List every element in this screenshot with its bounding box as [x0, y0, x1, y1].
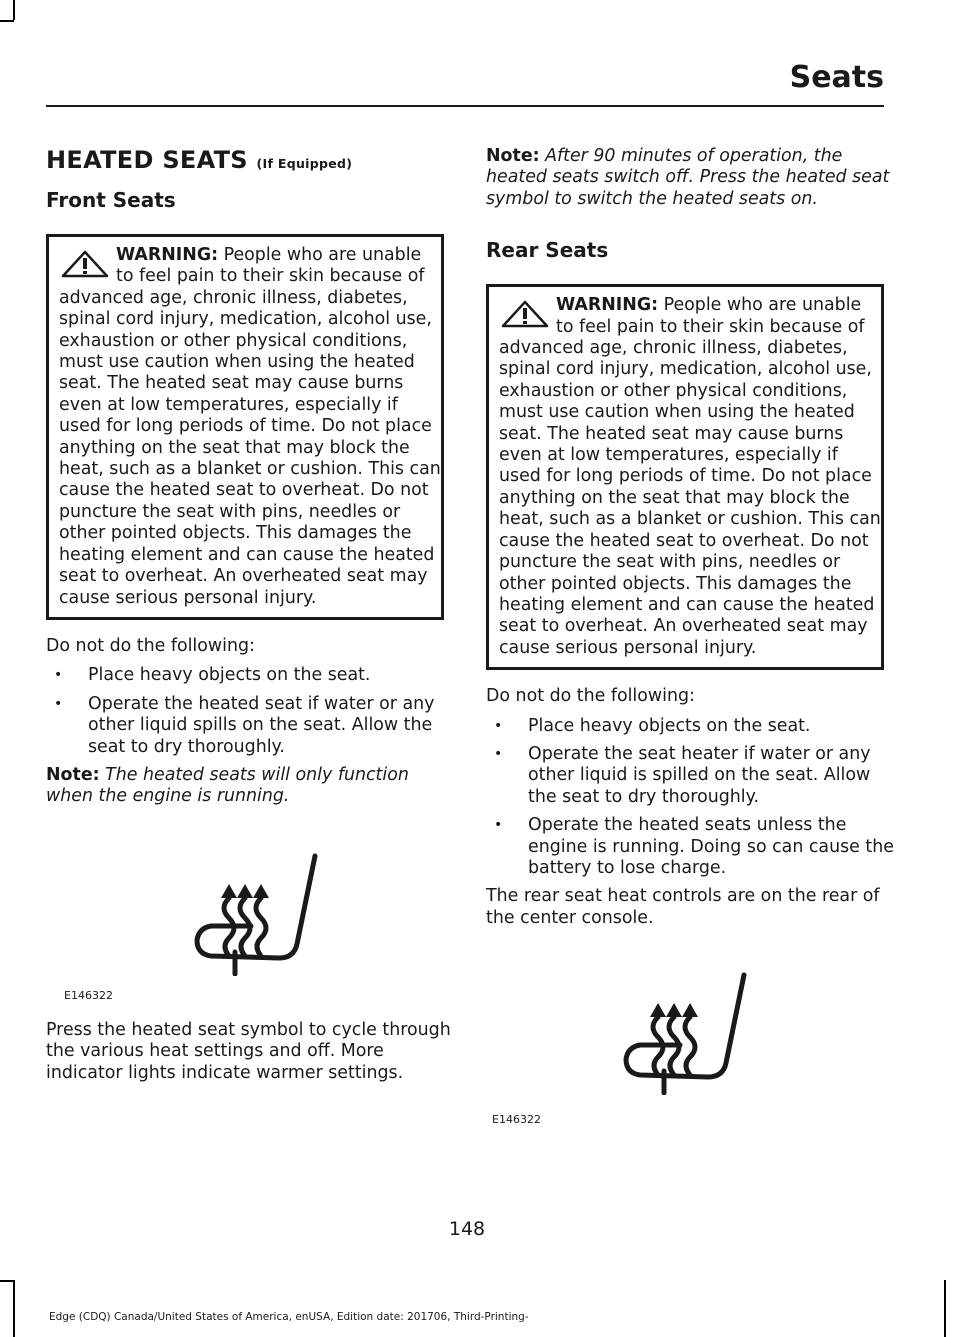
note-text: The heated seats will only function when the engine is running. [46, 764, 409, 807]
warning-triangle-icon [501, 300, 549, 328]
front-heated-seat-figure [46, 846, 456, 1004]
header-rule [46, 105, 884, 107]
section-title-text: HEATED SEATS [46, 146, 248, 174]
list-item: • Place heavy objects on the seat. [486, 716, 896, 737]
right-column [486, 146, 896, 1131]
crop-mark [13, 1280, 15, 1337]
list-item: • Operate the heated seats unless the engine is running. Doing so can cause the battery to lose charge. [486, 815, 896, 879]
front-seats-heading: Front Seats [46, 188, 176, 212]
list-item: • Operate the seat heater if water or any other liquid is spilled on the seat. Allow the seat to dry thoroughly. [486, 744, 896, 808]
crop-mark [13, 0, 15, 20]
section-qualifier: (If Equipped) [256, 156, 353, 171]
list-item: • Operate the heated seat if water or any other liquid spills on the seat. Allow the seat to dry thoroughly. [46, 694, 456, 758]
warning-text: People who are unable to feel pain to their skin because of advanced age, chronic illness, diabetes, spinal cord injury, medication, alcohol use, exhaustion or other physical conditions, must use caution when using the heated seat. The heated seat may cause burns even at low temperatures, especially if used for long periods of time. Do not place anything on the seat that may block the heat, such as a blanket or cushion. This can cause the heated seat to overheat. Do not puncture the seat with pins, needles or other pointed objects. This damages the heating element and can cause the heated seat to overheat. An overheated seat may cause serious personal injury. [499, 295, 881, 658]
front-bullet-list [46, 665, 456, 758]
crop-mark [944, 1280, 946, 1337]
front-note [46, 765, 456, 808]
list-item: • Place heavy objects on the seat. [46, 665, 456, 686]
page-header-title: Seats [789, 60, 884, 95]
rear-controls-text: The rear seat heat controls are on the rear of the center console. [486, 886, 880, 928]
warning-label: WARNING: [556, 295, 659, 316]
rear-heated-seat-figure [486, 961, 896, 1131]
rear-bullet-list [486, 716, 896, 880]
section-title [46, 146, 456, 174]
note-text: After 90 minutes of operation, the heated seats switch off. Press the heated seat symbol to switch the heated seats on. [486, 146, 890, 209]
crop-mark [0, 20, 14, 22]
crop-mark [0, 1280, 14, 1282]
warning-label: WARNING: [116, 245, 219, 265]
heated-seat-icon [618, 965, 788, 1095]
left-column [46, 146, 456, 1084]
figure-code: E146322 [64, 988, 113, 1002]
page-number: 148 [448, 1218, 486, 1240]
press-instructions-text: Press the heated seat symbol to cycle through the various heat settings and off. More indicator lights indicate warmer settings. [46, 1019, 451, 1083]
note-label: Note: [486, 146, 540, 166]
warning-text: People who are unable to feel pain to their skin because of advanced age, chronic illness, diabetes, spinal cord injury, medication, alcohol use, exhaustion or other physical conditions, must use caution when using the heated seat. The heated seat may cause burns even at low temperatures, especially if used for long periods of time. Do not place anything on the seat that may block the heat, such as a blanket or cushion. This can cause the heated seat to overheat. Do not puncture the seat with pins, needles or other pointed objects. This damages the heating element and can cause the heated seat to overheat. An overheated seat may cause serious personal injury. [59, 245, 441, 608]
warning-triangle-icon [61, 250, 109, 278]
auto-off-note [486, 146, 896, 210]
front-intro-text: Do not do the following: [46, 635, 255, 656]
heated-seat-icon [189, 846, 359, 976]
front-warning-box [46, 234, 444, 620]
edition-footer: Edge (CDQ) Canada/United States of America, enUSA, Edition date: 201706, Third-Printing- [49, 1311, 529, 1323]
rear-warning-box [486, 284, 884, 670]
rear-seats-heading: Rear Seats [486, 238, 609, 263]
rear-intro-text: Do not do the following: [486, 686, 695, 707]
note-label: Note: [46, 764, 100, 785]
figure-code: E146322 [492, 1113, 541, 1127]
